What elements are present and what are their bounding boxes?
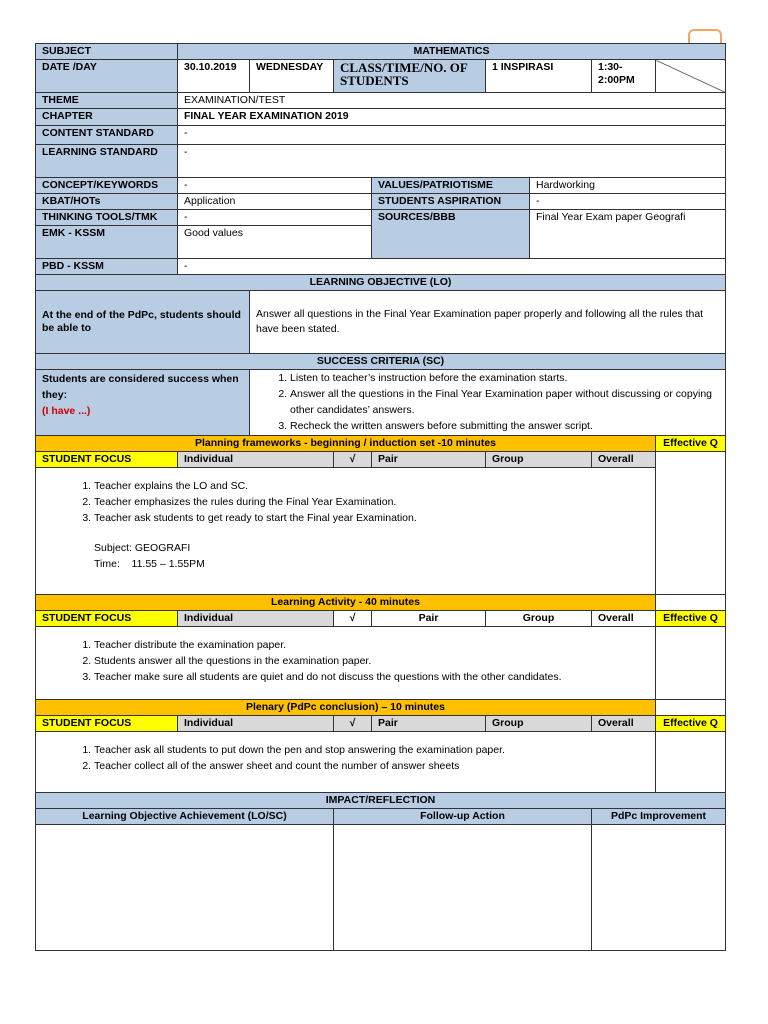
aspiration-label: STUDENTS ASPIRATION: [372, 194, 530, 210]
success-criteria-item: 2. Answer all the questions in the Final Year Examination paper without discussing or copying other candidates’ answers.: [290, 386, 719, 418]
plenary-individual-tick: √: [334, 716, 372, 732]
kbat-value: Application: [178, 194, 372, 210]
thinking-tools-label: THINKING TOOLS/TMK: [36, 210, 178, 226]
impact-col-follow-up: Follow-up Action: [334, 809, 592, 825]
lesson-plan-table: [35, 43, 726, 951]
plenary-overall-label: Overall: [592, 716, 656, 732]
planning-student-focus: STUDENT FOCUS: [36, 452, 178, 468]
planning-effective-q: Effective Q: [656, 436, 726, 452]
activity-effective-q: Effective Q: [656, 611, 726, 627]
planning-effective-q-cell: [656, 452, 726, 595]
activity-effective-q-blank: [656, 595, 726, 611]
learning-objective-lead: At the end of the PdPc, students should be able to: [36, 291, 250, 354]
emk-value: Good values: [178, 226, 372, 259]
theme-value: EXAMINATION/TEST: [178, 93, 726, 109]
thinking-tools-value: -: [178, 210, 372, 226]
success-criteria-note: (I have ...): [42, 405, 91, 417]
plenary-effective-q-blank: [656, 700, 726, 716]
activity-item: 1. Teacher distribute the examination paper.: [94, 637, 649, 653]
planning-pair-label: Pair: [372, 452, 486, 468]
activity-individual-tick: √: [334, 611, 372, 627]
planning-overall-label: Overall: [592, 452, 656, 468]
planning-subject-line: Subject: GEOGRAFI: [94, 542, 191, 554]
sources-label: SOURCES/BBB: [372, 210, 530, 259]
subject-value: MATHEMATICS: [178, 44, 726, 60]
pbd-label: PBD - KSSM: [36, 259, 178, 275]
plenary-item: 2. Teacher collect all of the answer sheet and count the number of answer sheets: [94, 758, 649, 774]
success-criteria-list-cell: [250, 370, 726, 436]
values-value: Hardworking: [530, 178, 726, 194]
activity-item: 2. Students answer all the questions in the examination paper.: [94, 653, 649, 669]
day-value: WEDNESDAY: [250, 60, 334, 93]
planning-group-label: Group: [486, 452, 592, 468]
date-value: 30.10.2019: [178, 60, 250, 93]
activity-individual-label: Individual: [178, 611, 334, 627]
plenary-group-label: Group: [486, 716, 592, 732]
planning-item: 2. Teacher emphasizes the rules during the Final Year Examination.: [94, 494, 649, 510]
subject-label: SUBJECT: [36, 44, 178, 60]
values-label: VALUES/PATRIOTISME: [372, 178, 530, 194]
aspiration-value: -: [530, 194, 726, 210]
activity-effective-q-cell: [656, 627, 726, 700]
sources-value: Final Year Exam paper Geografi: [530, 210, 726, 259]
planning-title: Planning frameworks - beginning / induction set -10 minutes: [36, 436, 656, 452]
plenary-pair-label: Pair: [372, 716, 486, 732]
activity-pair-label: Pair: [372, 611, 486, 627]
theme-label: THEME: [36, 93, 178, 109]
concept-value: -: [178, 178, 372, 194]
learning-objective-title: LEARNING OBJECTIVE (LO): [36, 275, 726, 291]
impact-follow-up-cell: [334, 825, 592, 951]
impact-lo-achievement-cell: [36, 825, 334, 951]
activity-content: [36, 627, 656, 700]
activity-student-focus: STUDENT FOCUS: [36, 611, 178, 627]
chapter-label: CHAPTER: [36, 109, 178, 126]
class-time-label: CLASS/TIME/NO. OF STUDENTS: [334, 60, 486, 93]
planning-time-line: Time: 11.55 – 1.55PM: [94, 558, 205, 570]
plenary-student-focus: STUDENT FOCUS: [36, 716, 178, 732]
planning-individual-tick: √: [334, 452, 372, 468]
kbat-label: KBAT/HOTs: [36, 194, 178, 210]
plenary-title: Plenary (PdPc conclusion) – 10 minutes: [36, 700, 656, 716]
pbd-value: -: [178, 259, 726, 275]
success-criteria-lead-cell: [36, 370, 250, 436]
content-standard-label: CONTENT STANDARD: [36, 126, 178, 145]
plenary-item: 1. Teacher ask all students to put down the pen and stop answering the examination paper.: [94, 742, 649, 758]
time-value: 1:30-2:00PM: [592, 60, 656, 93]
class-value: 1 INSPIRASI: [486, 60, 592, 93]
impact-col-improvement: PdPc Improvement: [592, 809, 726, 825]
plenary-content: [36, 732, 656, 793]
emk-label: EMK - KSSM: [36, 226, 178, 259]
planning-item: 1. Teacher explains the LO and SC.: [94, 478, 649, 494]
activity-title: Learning Activity - 40 minutes: [36, 595, 656, 611]
learning-objective-text: Answer all questions in the Final Year Examination paper properly and following all the rules that have been stated.: [250, 291, 726, 354]
success-criteria-title: SUCCESS CRITERIA (SC): [36, 354, 726, 370]
plenary-effective-q: Effective Q: [656, 716, 726, 732]
date-label: DATE /DAY: [36, 60, 178, 93]
planning-content: [36, 468, 656, 595]
planning-item: 3. Teacher ask students to get ready to start the Final year Examination.: [94, 510, 649, 526]
success-criteria-item: 1. Listen to teacher’s instruction before the examination starts.: [290, 370, 719, 386]
chapter-value: FINAL YEAR EXAMINATION 2019: [178, 109, 726, 126]
activity-group-label: Group: [486, 611, 592, 627]
success-criteria-lead: Students are considered success when they:: [42, 373, 239, 401]
impact-improvement-cell: [592, 825, 726, 951]
plenary-individual-label: Individual: [178, 716, 334, 732]
number-of-students-cell: [656, 60, 726, 93]
planning-individual-label: Individual: [178, 452, 334, 468]
impact-col-lo-achievement: Learning Objective Achievement (LO/SC): [36, 809, 334, 825]
success-criteria-item: 3. Recheck the written answers before submitting the answer script.: [290, 418, 719, 434]
plenary-effective-q-cell: [656, 732, 726, 793]
concept-label: CONCEPT/KEYWORDS: [36, 178, 178, 194]
learning-standard-value: -: [178, 145, 726, 178]
activity-overall-label: Overall: [592, 611, 656, 627]
learning-standard-label: LEARNING STANDARD: [36, 145, 178, 178]
impact-title: IMPACT/REFLECTION: [36, 793, 726, 809]
activity-item: 3. Teacher make sure all students are quiet and do not discuss the questions with the other candidates.: [94, 669, 649, 685]
content-standard-value: -: [178, 126, 726, 145]
